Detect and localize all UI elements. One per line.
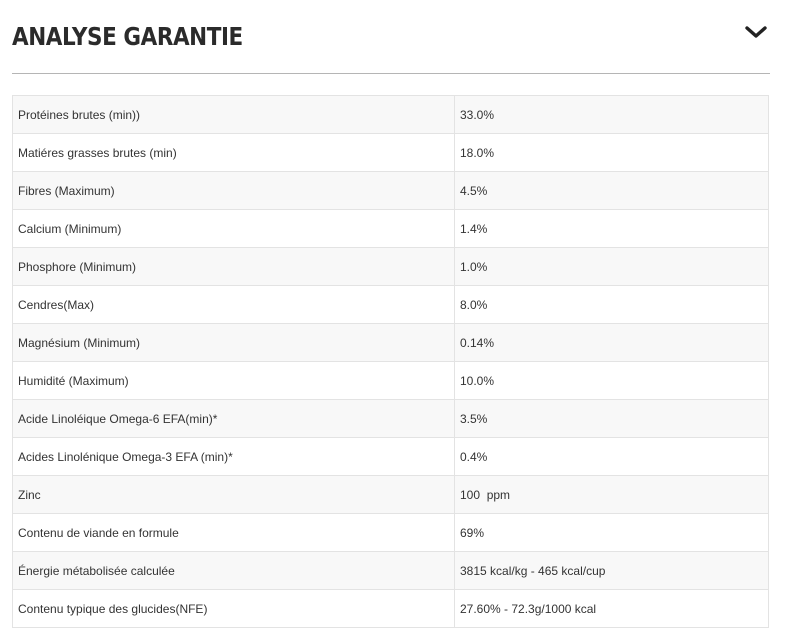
table-row bbox=[13, 476, 769, 514]
row-label: Énergie métabolisée calculée bbox=[13, 552, 455, 590]
row-value: 10.0% bbox=[455, 362, 769, 400]
table-row bbox=[13, 514, 769, 552]
table-row bbox=[13, 324, 769, 362]
row-value: 100 ppm bbox=[455, 476, 769, 514]
row-label: Calcium (Minimum) bbox=[13, 210, 455, 248]
table-row bbox=[13, 210, 769, 248]
row-label: Fibres (Maximum) bbox=[13, 172, 455, 210]
table-row bbox=[13, 96, 769, 134]
row-label: Acide Linoléique Omega-6 EFA(min)* bbox=[13, 400, 455, 438]
row-value: 18.0% bbox=[455, 134, 769, 172]
row-label: Zinc bbox=[13, 476, 455, 514]
row-value: 27.60% - 72.3g/1000 kcal bbox=[455, 590, 769, 628]
row-label: Contenu de viande en formule bbox=[13, 514, 455, 552]
row-value: 0.4% bbox=[455, 438, 769, 476]
table-row bbox=[13, 172, 769, 210]
row-value: 33.0% bbox=[455, 96, 769, 134]
row-value: 3815 kcal/kg - 465 kcal/cup bbox=[455, 552, 769, 590]
section-title: ANALYSE GARANTIE bbox=[12, 22, 243, 51]
row-label: Humidité (Maximum) bbox=[13, 362, 455, 400]
table-row bbox=[13, 552, 769, 590]
table-row bbox=[13, 400, 769, 438]
row-value: 8.0% bbox=[455, 286, 769, 324]
row-label: Magnésium (Minimum) bbox=[13, 324, 455, 362]
row-value: 69% bbox=[455, 514, 769, 552]
row-value: 1.0% bbox=[455, 248, 769, 286]
table-row bbox=[13, 134, 769, 172]
accordion-header[interactable] bbox=[12, 0, 770, 74]
row-label: Matiéres grasses brutes (min) bbox=[13, 134, 455, 172]
table-row bbox=[13, 590, 769, 628]
table-row bbox=[13, 286, 769, 324]
row-label: Protéines brutes (min)) bbox=[13, 96, 455, 134]
row-value: 3.5% bbox=[455, 400, 769, 438]
row-label: Cendres(Max) bbox=[13, 286, 455, 324]
row-value: 4.5% bbox=[455, 172, 769, 210]
table-row bbox=[13, 248, 769, 286]
table-row bbox=[13, 362, 769, 400]
row-value: 1.4% bbox=[455, 210, 769, 248]
row-label: Phosphore (Minimum) bbox=[13, 248, 455, 286]
guaranteed-analysis-table bbox=[12, 95, 769, 628]
row-label: Acides Linolénique Omega-3 EFA (min)* bbox=[13, 438, 455, 476]
row-label: Contenu typique des glucides(NFE) bbox=[13, 590, 455, 628]
row-value: 0.14% bbox=[455, 324, 769, 362]
chevron-down-icon[interactable] bbox=[744, 24, 768, 40]
table-row bbox=[13, 438, 769, 476]
